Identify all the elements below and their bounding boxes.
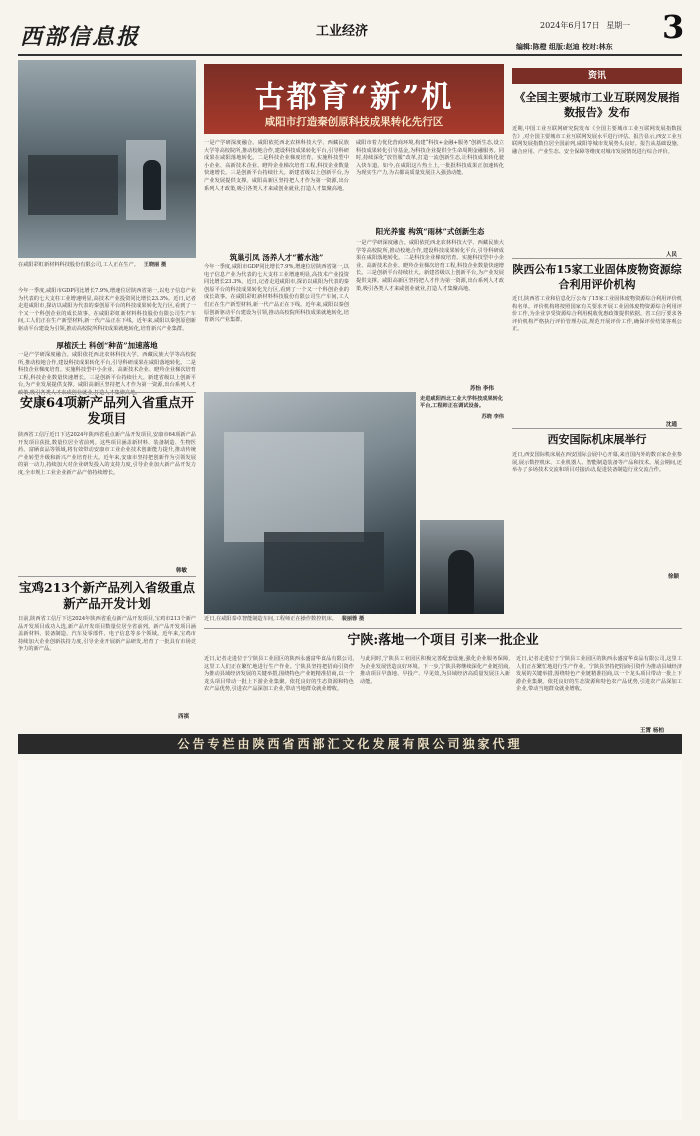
photo2-credit: 苏晓 李伟	[481, 413, 504, 420]
date-line	[540, 20, 630, 31]
left-story-1-text: 陕西省工信厅近日下达2024年陕西省重点新产品开发项目,安康市64项新产品开发项目获批,数量位居全省前列。这些项目涵盖新材料、装备制造、生物医药、富硒食品等领域,将有效带动安康市工业企业技术创新能力提升,推动传统产业转型升级和新兴产业培育壮大。近年来,安康市坚持把创新作为引领发展的第一动力,持续加大对企业研发投入的支持力度,引导企业加大新产品开发力度,全市规上工业企业新产品产值持续增长。	[18, 432, 196, 476]
editors-line: 编辑:陈橙 组版:赵迪 校对:林东	[516, 42, 613, 51]
machine-shape	[28, 155, 118, 215]
left-story-2-headline: 宝鸡213个新产品列入省级重点新产品开发计划	[18, 580, 196, 611]
bottom-story-col2: 与此同时,宁陕县工业园区积极完善配套设施,强化企业服务保障,为企业发展营造良好环境。下一步,宁陕县将继续深化产业链招商,推动项目早落地、早投产、早见效,为县域经济高质量发展注入新动能。	[360, 656, 510, 685]
right-story-1-text: 近期,中国工业互联网研究院发布《全国主要城市工业互联网发展指数报告》,对全国主要城市工业互联网发展水平进行评估。报告显示,西安工业互联网发展指数位居全国前列,咸阳等城市发展势头良好。报告从基础设施、融合应用、产业生态、安全保障等维度对城市发展情况进行综合评价。	[512, 126, 682, 155]
feature-col1-text: 今年一季度,咸阳市GDP同比增长7.9%,增速位居陕西省第一,以电子信息产业为代表的七大支柱工业增速明显,高技术产业投资同比增长23.3%。近日,记者走进咸阳市,探访以咸阳为代表的秦创原平台的科技成果转化先行区,看到了一个又一个科创企业的成长故事。在咸阳彩虹新材料科技股份有限公司生产车间,工人们正在生产新型材料,新一代产品正在下线。近年来,咸阳以秦创原创新驱动平台建设为引领,推动高校院所科技成果就地转化,培育新兴产业集群。	[18, 288, 196, 332]
right-story-1-headline: 《全国主要城市工业互联网发展指数报告》发布	[514, 91, 680, 119]
feature-col3-text-b: 一是产学研深度融合。咸阳依托西北农林科技大学、西藏民族大学等高校院所,推动校地合作,建设科技成果转化平台,引导科研成果在咸阳落地转化。二是科技企业梯度培育。实施科技型中小企业、高新技术企业、瞪羚企业梯次培育工程,科技企业数量快速增长。三是创新平台持续壮大。新建省级以上创新平台,为产业发展提供支撑。咸阳高新区坚持把人才作为第一资源,出台系列人才政策,吸引各类人才来咸创业就业,打造人才集聚高地。	[356, 240, 504, 292]
feature-col3-text: 咸阳市着力优化营商环境,构建“科技+金融+服务”创新生态,设立科技成果转化引导基金,为科技企业提供全生命周期金融服务。同时,持续深化“放管服”改革,打造一流创新生态,让科技成果转化驶入快车道。如今,在咸阳这片热土上,一批批科技成果正加速转化为现实生产力,为古都高质量发展注入强劲动能。	[356, 140, 504, 177]
feature-col2-text: 一是产学研深度融合。咸阳依托西北农林科技大学、西藏民族大学等高校院所,推动校地合作,建设科技成果转化平台,引导科研成果在咸阳落地转化。二是科技企业梯度培育。实施科技型中小企业、高新技术企业、瞪羚企业梯次培育工程,科技企业数量快速增长。三是创新平台持续壮大。新建省级以上创新平台,为产业发展提供支撑。咸阳高新区坚持把人才作为第一资源,出台系列人才政策,吸引各类人才来咸创业就业,打造人才集聚高地。	[204, 140, 350, 192]
feature-col1-text-b: 一是产学研深度融合。咸阳依托西北农林科技大学、西藏民族大学等高校院所,推动校地合作,建设科技成果转化平台,引导科研成果在咸阳落地转化。二是科技企业梯度培育。实施科技型中小企业、高新技术企业、瞪羚企业梯次培育工程,科技企业数量快速增长。三是创新平台持续壮大。新建省级以上创新平台,为产业发展提供支撑。咸阳高新区坚持把人才作为第一资源,出台系列人才	[18, 352, 196, 389]
left-story-1-byline: 韩敏	[176, 568, 188, 574]
left-story-2-byline: 西祺	[178, 714, 190, 720]
equipment-dark	[264, 532, 384, 592]
divider-right-2	[512, 428, 682, 429]
feature-sub3: 阳光养蜜 构筑“雨林”式创新生态	[375, 227, 485, 236]
worker-photo	[420, 520, 504, 614]
divider-left-2	[18, 576, 196, 577]
equipment-shape	[224, 432, 364, 542]
bottom-story-byline: 王霄 杨柏	[640, 728, 664, 734]
masthead-rule	[18, 54, 682, 56]
feature-banner	[204, 64, 504, 134]
divider-right-1	[512, 258, 682, 259]
bottom-story-headline: 宁陕:落地一个项目 引来一批企业	[347, 633, 539, 648]
right-story-1-byline: 人民	[666, 252, 678, 258]
divider-bottom	[204, 628, 682, 629]
feature-subheadline: 咸阳市打造秦创原科技成果转化先行区	[264, 116, 444, 128]
right-story-3-byline: 徐颖	[668, 574, 680, 580]
masthead	[0, 0, 700, 60]
right-story-2-byline: 沈通	[666, 422, 678, 428]
right-story-3-text: 近日,西安国际机床展在西安国际会展中心开幕,来自国内外的数百家企业参展,展示数控机床、工业机器人、智能制造装备等产品和技术。展会期间,还举办了多场技术交流和项目对接活动,促进装备制造行业交流合作。	[512, 452, 682, 474]
worker-figure	[143, 160, 161, 210]
bottom-story-col3: 近日,记者走进位于宁陕县工业园区的陕西永盛富华食品有限公司,这里工人们正在繁忙地进行生产作业。宁陕县坚持把招商引资作为推动县域经济发展的关键举措,围绕特色产业链精准招商,以一个龙头项目带动一批上下游企业集聚。依托良好的生态资源和特色农产品优势,引进农产品深加工企业,带动当地群众就业增收。	[516, 656, 683, 693]
left-story-1-headline: 安康64项新产品列入省重点开发项目	[19, 396, 195, 427]
photo3-caption-text: 近日,在咸阳泰卓智能制造车间,工程师正在操作数控机床。 裴丽蓉 摄	[204, 616, 365, 622]
right-story-3-headline: 西安国际机床展举行	[547, 433, 647, 446]
right-story-2-headline: 陕西公布15家工业固体废物资源综合利用评价机构	[512, 263, 682, 291]
blank-area	[18, 760, 682, 1120]
feature-byline: 苏怡 李伟	[470, 386, 494, 392]
worker-figure-2	[448, 550, 474, 614]
photo3-credit: 裴丽蓉 摄	[341, 616, 365, 622]
feature-headline: 古都育“新”机	[254, 80, 454, 115]
lab-photo	[204, 392, 416, 614]
news-tag	[512, 68, 682, 84]
photo1-caption: 在咸阳彩虹新材料科技股份有限公司,工人正在生产。 王晓丽 摄	[18, 262, 167, 268]
paper-logo: 西部信息报	[20, 24, 141, 50]
page-number: 3	[662, 8, 685, 46]
news-tag-label: 资讯	[587, 71, 606, 81]
ad-banner	[18, 734, 682, 754]
section-title: 工业经济	[316, 24, 369, 39]
right-story-2-text: 近日,陕西省工业和信息化厅公布了15家工业固体废物资源综合利用评价机构名单。评价机构将按照国家有关要求开展工业固体废物资源综合利用评价工作,为企业享受资源综合利用税收优惠政策提供依据。省工信厅要求各评价机构严格执行评价管理办法,规范开展评价工作,确保评价结果客观公正。	[512, 296, 682, 333]
issue-date: 2024年6月17日	[540, 21, 600, 30]
bottom-story-col1: 近日,记者走进位于宁陕县工业园区的陕西永盛富华食品有限公司,这里工人们正在繁忙地进行生产作业。宁陕县坚持把招商引资作为推动县域经济发展的关键举措,围绕特色产业链精准招商,以一个龙头项目带动一批上下游企业集聚。依托良好的生态资源和特色农产品优势,引进农产品深加工企业,带动当地群众就业增收。	[204, 656, 354, 693]
factory-photo	[18, 60, 196, 258]
ad-banner-text: 公告专栏由陕西省西部汇文化发展有限公司独家代理	[177, 737, 523, 751]
issue-weekday: 星期一	[606, 21, 631, 30]
photo1-credit: 王晓丽 摄	[143, 262, 167, 268]
feature-col2-text-b: 今年一季度,咸阳市GDP同比增长7.9%,增速位居陕西省第一,以电子信息产业为代表的七大支柱工业增速明显,高技术产业投资同比增长23.3%。近日,记者走进咸阳市,探访以咸阳为代表的秦创原平台的科技成果转化先行区,看到了一个又一个科创企业的成长故事。在咸阳彩虹新材料科技股份有限公司生产车间,工人们正在生产新型材料,新一代产品正在下线。近年来,咸阳以秦创原创新驱动平台建设为引领,推动高校院所科技成果就地转化,培育新兴产业集群。	[204, 264, 349, 324]
feature-sub1: 厚植沃土 科创“种苗”加速落地	[56, 341, 158, 350]
divider-left-1	[18, 392, 196, 393]
photo2-caption: 走进咸阳西北工业大学科技成果转化平台,工程师正在调试设备。 苏晓 李伟	[420, 396, 504, 420]
left-story-2-text: 日前,陕西省工信厅下达2024年陕西省重点新产品开发项目,宝鸡市213个新产品开发项目成功入选,新产品开发项目数量位居全省前列。新产品开发项目涵盖新材料、装备制造、汽车及零部件、电子信息等多个领域。近年来,宝鸡市持续加大企业创新扶持力度,引导企业开展新产品研发,培育了一批具有市场竞争力的新产品。	[18, 616, 196, 653]
feature-sub2: 筑巢引凤 汤养人才“蓄水池”	[229, 253, 324, 262]
